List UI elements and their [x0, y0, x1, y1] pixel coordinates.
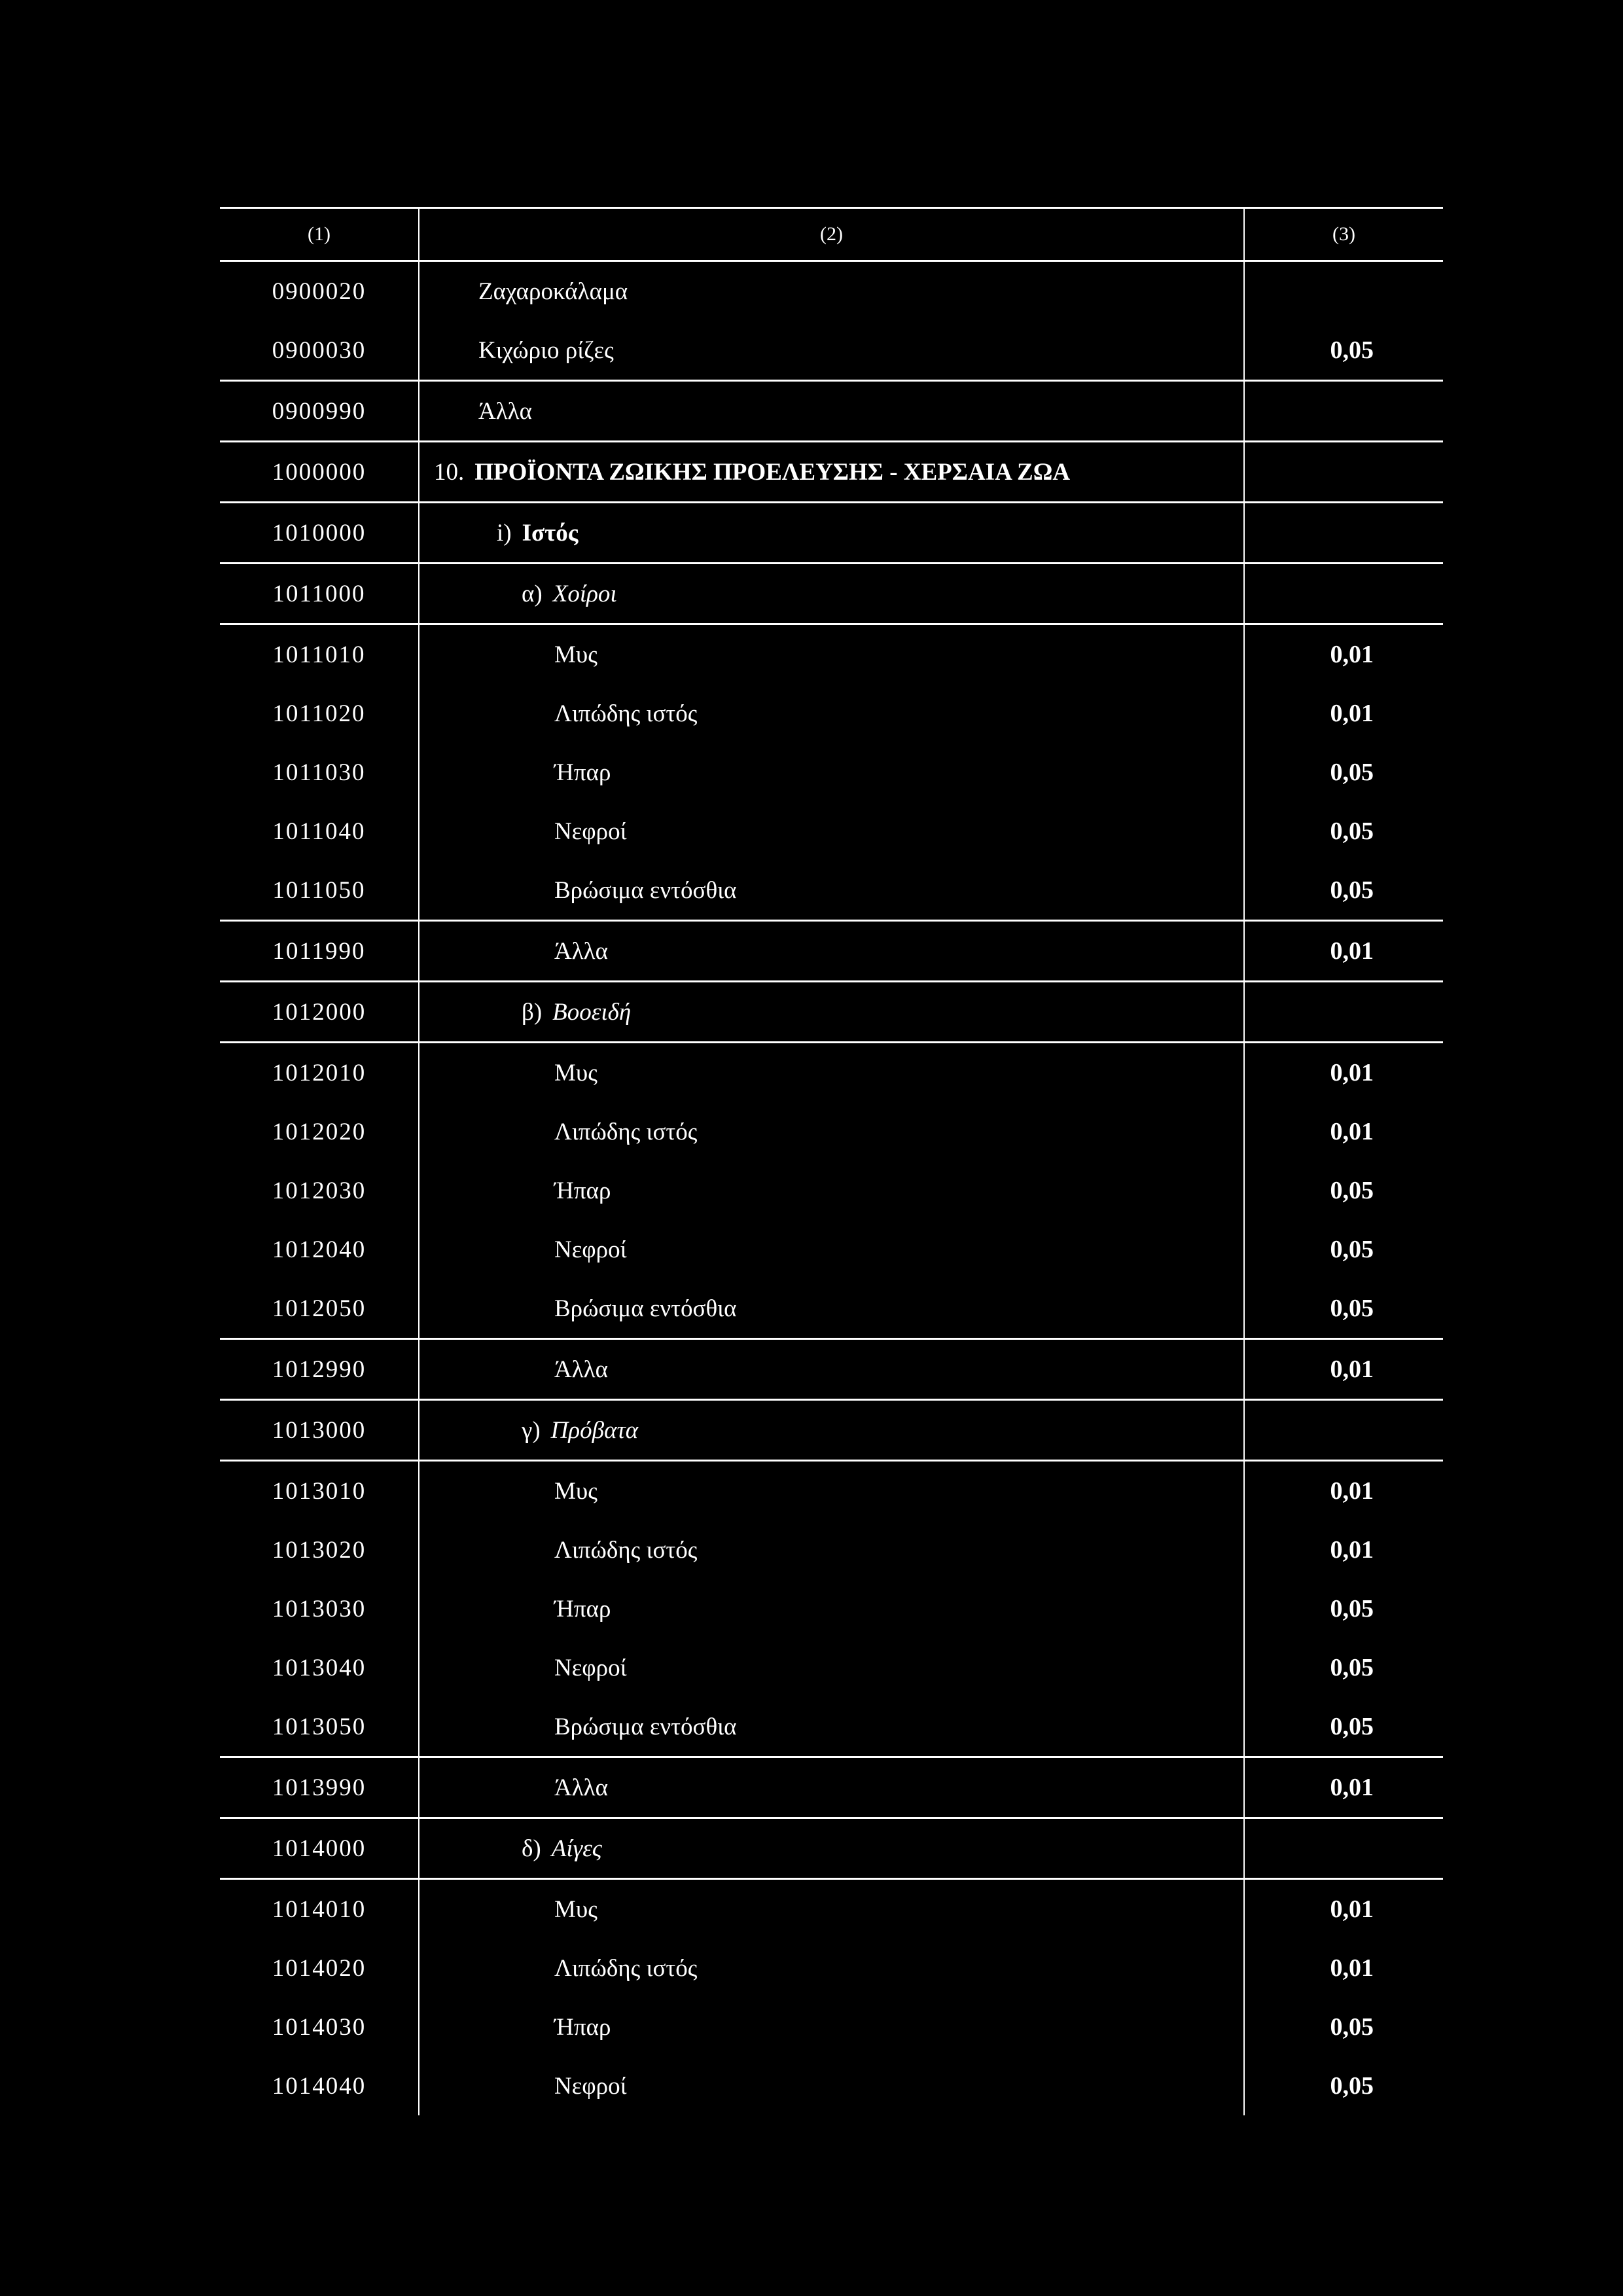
row-code: 1011020: [272, 700, 366, 727]
row-value: 0,01: [1244, 1339, 1443, 1400]
table-row: [220, 1043, 1443, 1103]
table-row: [220, 1102, 1443, 1161]
row-code: 1012050: [220, 1279, 419, 1339]
table-row: [220, 684, 1443, 743]
row-value: 0,05: [1330, 2013, 1374, 2041]
row-description: [419, 982, 1244, 1043]
row-description: [419, 802, 1244, 861]
row-description: [419, 1879, 1244, 1939]
row-label: Ήπαρ: [554, 1595, 611, 1623]
row-value: 0,05: [1244, 861, 1443, 921]
section-number: 10.: [434, 458, 465, 486]
row-value: 0,05: [1330, 1654, 1374, 1681]
row-code: 1000000: [220, 442, 419, 503]
row-code: 1012040: [272, 1236, 366, 1263]
row-value: 0,05: [1244, 1279, 1443, 1339]
subsection-marker: i): [497, 519, 512, 547]
row-value: [1244, 982, 1443, 1043]
row-value: 0,01: [1330, 1536, 1374, 1564]
row-code: 1013040: [272, 1654, 366, 1681]
row-label: Μυς: [554, 641, 597, 668]
row-label: Νεφροί: [554, 1654, 627, 1681]
row-code: 1013990: [220, 1757, 419, 1818]
row-label: Άλλα: [554, 1355, 608, 1383]
row-code: 1012010: [272, 1059, 366, 1086]
table-row: [220, 743, 1443, 802]
row-value: 0,01: [1244, 1757, 1443, 1818]
row-description: [419, 1939, 1244, 1998]
row-code: 1014010: [272, 1895, 366, 1923]
row-code: 1011990: [220, 921, 419, 982]
row-description: [419, 1757, 1244, 1818]
row-value: [1244, 261, 1443, 321]
row-code: 1013020: [272, 1536, 366, 1564]
table-row: [220, 624, 1443, 685]
row-code: 1014040: [272, 2072, 366, 2100]
row-code: 1010000: [220, 503, 419, 564]
row-code: 0900990: [220, 381, 419, 442]
table-row: [220, 321, 1443, 381]
table-row: [220, 1220, 1443, 1279]
row-label: Ζαχαροκάλαμα: [478, 278, 628, 305]
category-title: Πρόβατα: [550, 1416, 639, 1444]
table-row: [220, 921, 1443, 982]
table-row: [220, 381, 1443, 442]
category-marker: γ): [522, 1416, 541, 1444]
row-description: [419, 261, 1244, 321]
row-label: Ήπαρ: [554, 2013, 611, 2041]
category-heading-row: [220, 1400, 1443, 1461]
row-description: [419, 684, 1244, 743]
row-label: Μυς: [554, 1477, 597, 1505]
row-description: [419, 1161, 1244, 1220]
row-description: [419, 381, 1244, 442]
row-label: Άλλα: [478, 397, 532, 425]
category-heading-row: [220, 564, 1443, 624]
row-description: [419, 442, 1244, 503]
row-code: 1012030: [272, 1177, 366, 1204]
row-code: 1011040: [272, 817, 366, 845]
row-code: 1011000: [220, 564, 419, 624]
row-value: 0,01: [1330, 1477, 1374, 1505]
section-heading-row: [220, 442, 1443, 503]
row-description: [419, 1220, 1244, 1279]
row-label: Λιπώδης ιστός: [554, 1118, 698, 1145]
row-description: [419, 1339, 1244, 1400]
table-row: [220, 1879, 1443, 1939]
row-code: 1011030: [272, 759, 366, 786]
row-label: Κιχώριο ρίζες: [478, 336, 614, 364]
row-value: 0,01: [1244, 921, 1443, 982]
row-value: 0,05: [1330, 1177, 1374, 1204]
row-code: 1014020: [272, 1954, 366, 1982]
row-code: 1012020: [272, 1118, 366, 1145]
table-row: [220, 2056, 1443, 2115]
row-value: 0,05: [1330, 1595, 1374, 1623]
table-header-row: [220, 208, 1443, 261]
table-row: [220, 1279, 1443, 1339]
row-label: Μυς: [554, 1059, 597, 1086]
row-value: [1244, 1400, 1443, 1461]
row-label: Βρώσιμα εντόσθια: [554, 876, 737, 904]
row-description: [419, 564, 1244, 624]
category-heading-row: [220, 982, 1443, 1043]
row-description: [419, 1102, 1244, 1161]
table-row: [220, 861, 1443, 921]
row-code: 1013000: [220, 1400, 419, 1461]
row-label: Νεφροί: [554, 1236, 627, 1263]
row-description: [419, 921, 1244, 982]
row-value: 0,05: [1244, 1697, 1443, 1757]
row-code: 1011010: [272, 641, 366, 668]
row-code: 1012990: [220, 1339, 419, 1400]
category-title: Χοίροι: [552, 580, 617, 607]
row-description: [419, 1461, 1244, 1521]
table-row: [220, 1998, 1443, 2056]
row-label: Ήπαρ: [554, 1177, 611, 1204]
row-code: 1014000: [220, 1818, 419, 1879]
table-row: [220, 1579, 1443, 1638]
row-value: 0,05: [1330, 1236, 1374, 1263]
row-label: Βρώσιμα εντόσθια: [554, 1295, 737, 1322]
row-label: Λιπώδης ιστός: [554, 1954, 698, 1982]
row-label: Μυς: [554, 1895, 597, 1923]
row-label: Λιπώδης ιστός: [554, 1536, 698, 1564]
table-row: [220, 1339, 1443, 1400]
row-code: 0900020: [272, 278, 366, 305]
row-code: 1014030: [272, 2013, 366, 2041]
subsection-heading-row: [220, 503, 1443, 564]
row-value: 0,01: [1330, 1954, 1374, 1982]
row-description: [419, 1998, 1244, 2056]
table-row: [220, 1461, 1443, 1521]
table-row: [220, 802, 1443, 861]
category-title: Βοοειδή: [552, 998, 632, 1026]
row-label: Βρώσιμα εντόσθια: [554, 1713, 737, 1740]
row-value: 0,05: [1330, 817, 1374, 845]
row-description: [419, 1638, 1244, 1697]
row-value: 0,05: [1244, 321, 1443, 381]
residue-limits-table: [220, 207, 1443, 2115]
category-marker: δ): [522, 1835, 541, 1862]
row-code: 1013010: [272, 1477, 366, 1505]
row-value: 0,05: [1330, 759, 1374, 786]
row-description: [419, 1043, 1244, 1103]
row-value: [1244, 503, 1443, 564]
row-description: [419, 1818, 1244, 1879]
table-row: [220, 1520, 1443, 1579]
subsection-title: Ιστός: [522, 519, 579, 547]
row-code: 1011050: [220, 861, 419, 921]
row-description: [419, 1400, 1244, 1461]
category-marker: α): [522, 580, 543, 607]
table-row: [220, 1939, 1443, 1998]
row-code: 1012000: [220, 982, 419, 1043]
row-description: [419, 1520, 1244, 1579]
row-description: [419, 1279, 1244, 1339]
row-value: [1244, 564, 1443, 624]
row-description: [419, 503, 1244, 564]
table-row: [220, 1757, 1443, 1818]
row-value: [1244, 442, 1443, 503]
row-code: 1013030: [272, 1595, 366, 1623]
row-label: Νεφροί: [554, 817, 627, 845]
row-value: 0,01: [1330, 641, 1374, 668]
table-row: [220, 1697, 1443, 1757]
header-product-column: (2): [419, 208, 1244, 261]
table-row: [220, 1638, 1443, 1697]
row-description: [419, 624, 1244, 685]
table-row: [220, 1161, 1443, 1220]
row-value: 0,05: [1330, 2072, 1374, 2100]
row-code: 0900030: [220, 321, 419, 381]
row-value: 0,01: [1330, 1118, 1374, 1145]
row-description: [419, 743, 1244, 802]
row-label: Άλλα: [554, 1774, 608, 1801]
row-label: Νεφροί: [554, 2072, 627, 2100]
row-description: [419, 1697, 1244, 1757]
row-code: 1013050: [220, 1697, 419, 1757]
row-description: [419, 1579, 1244, 1638]
category-marker: β): [522, 998, 543, 1026]
category-title: Αίγες: [551, 1835, 602, 1862]
header-code-column: (1): [220, 208, 419, 261]
table-row: [220, 261, 1443, 321]
row-label: Άλλα: [554, 937, 608, 965]
row-value: 0,01: [1330, 1895, 1374, 1923]
row-description: [419, 861, 1244, 921]
row-value: 0,01: [1330, 1059, 1374, 1086]
section-title: ΠΡΟΪΟΝΤΑ ΖΩΙΚΗΣ ΠΡΟΕΛΕΥΣΗΣ - ΧΕΡΣΑΙΑ ΖΩΑ: [474, 458, 1071, 486]
row-description: [419, 321, 1244, 381]
row-label: Ήπαρ: [554, 759, 611, 786]
row-description: [419, 2056, 1244, 2115]
row-value: [1244, 381, 1443, 442]
row-label: Λιπώδης ιστός: [554, 700, 698, 727]
category-heading-row: [220, 1818, 1443, 1879]
row-value: 0,01: [1330, 700, 1374, 727]
header-limit-column: (3): [1244, 208, 1443, 261]
row-value: [1244, 1818, 1443, 1879]
